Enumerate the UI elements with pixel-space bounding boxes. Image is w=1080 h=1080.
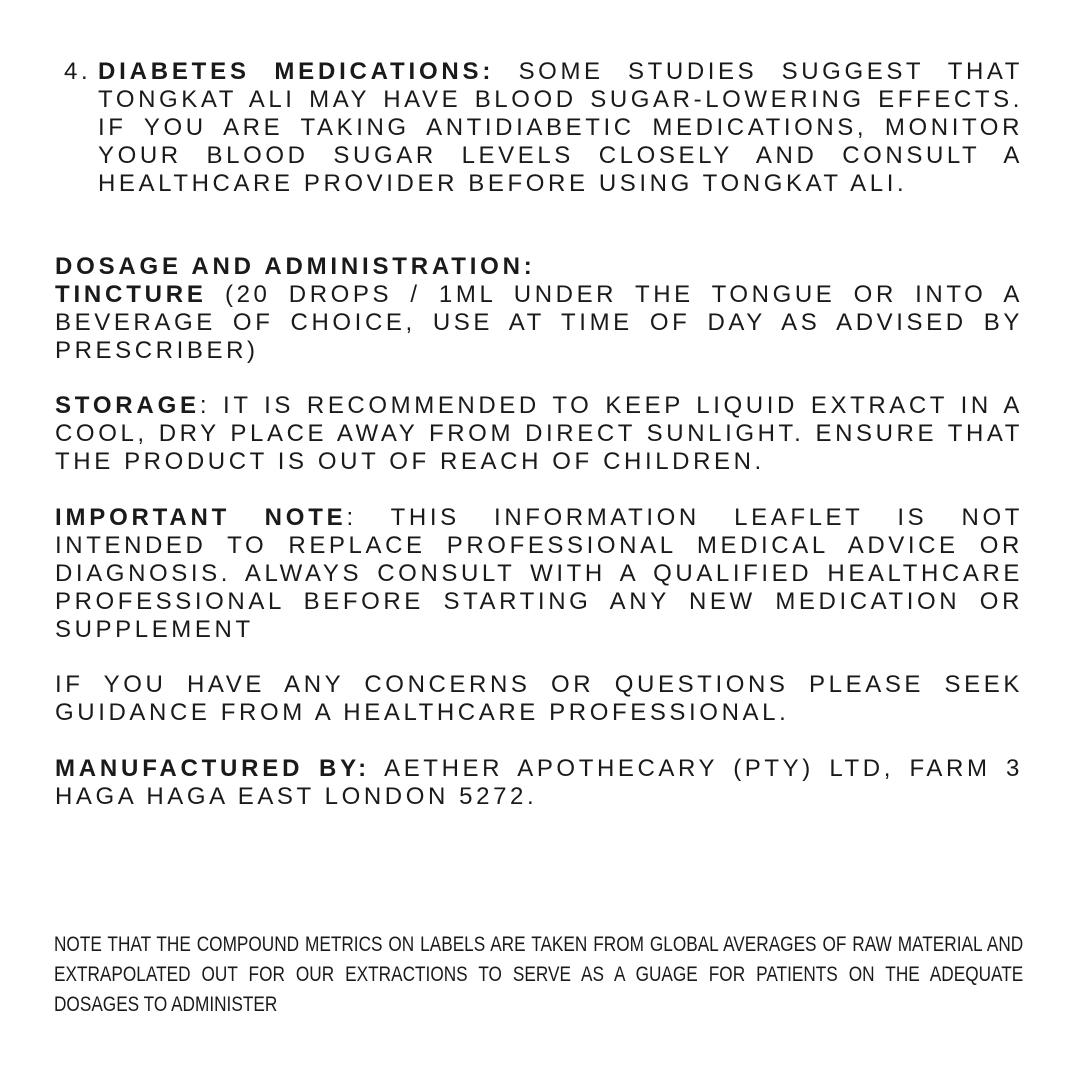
- important-note-section: [55, 504, 1023, 644]
- diabetes-medications-body: [98, 58, 1023, 198]
- concerns-section: [55, 671, 1023, 727]
- dosage-body: [55, 281, 1023, 365]
- manufacturer-text: AETHER APOTHECARY (PTY) LTD, FARM 3 HAGA HAGA EAST LONDON 5272.: [55, 755, 1024, 810]
- storage-text: : IT IS RECOMMENDED TO KEEP LIQUID EXTRACT IN A COOL, DRY PLACE AWAY FROM DIRECT SUNLIGHT. ENSURE THAT THE PRODUCT IS OUT OF REACH OF CHILDREN.: [55, 392, 1023, 475]
- storage-label: STORAGE: [55, 392, 200, 419]
- diabetes-medications-heading: DIABETES MEDICATIONS:: [98, 58, 495, 85]
- important-note-label: IMPORTANT NOTE: [55, 504, 347, 531]
- diabetes-medications-text: SOME STUDIES SUGGEST THAT TONGKAT ALI MAY HAVE BLOOD SUGAR-LOWERING EFFECTS. IF YOU ARE TAKING ANTIDIABETIC MEDICATIONS, MONITOR YOUR BLOOD SUGAR LEVELS CLOSELY AND CONSULT A HEALTHCARE PROVIDER BEFORE USING TONGKAT ALI.: [98, 58, 1023, 197]
- tincture-label: TINCTURE: [55, 281, 207, 308]
- tincture-text: (20 DROPS / 1ML UNDER THE TONGUE OR INTO A BEVERAGE OF CHOICE, USE AT TIME OF DAY AS ADVISED BY PRESCRIBER): [55, 281, 1023, 364]
- manufacturer-section: [55, 755, 1023, 811]
- storage-section: [55, 392, 1023, 476]
- important-note-text: : THIS INFORMATION LEAFLET IS NOT INTENDED TO REPLACE PROFESSIONAL MEDICAL ADVICE OR DIAGNOSIS. ALWAYS CONSULT WITH A QUALIFIED HEALTHCARE PROFESSIONAL BEFORE STARTING ANY NEW MEDICATION OR SUPPLEMENT: [55, 504, 1023, 643]
- manufacturer-label: MANUFACTURED BY:: [55, 755, 370, 782]
- compound-metrics-footnote: NOTE THAT THE COMPOUND METRICS ON LABELS ARE TAKEN FROM GLOBAL AVERAGES OF RAW MATERIAL AND EXTRAPOLATED OUT FOR OUR EXTRACTIONS TO SERVE AS A GUAGE FOR PATIENTS ON THE ADEQUATE DOSAGES TO ADMINISTER: [54, 933, 1024, 1016]
- dosage-heading: DOSAGE AND ADMINISTRATION:: [55, 253, 536, 280]
- dosage-section: [55, 253, 1023, 365]
- concerns-text: IF YOU HAVE ANY CONCERNS OR QUESTIONS PLEASE SEEK GUIDANCE FROM A HEALTHCARE PROFESSIONAL.: [55, 671, 1023, 726]
- diabetes-medications-item: [64, 58, 1023, 198]
- list-number: 4.: [64, 58, 92, 85]
